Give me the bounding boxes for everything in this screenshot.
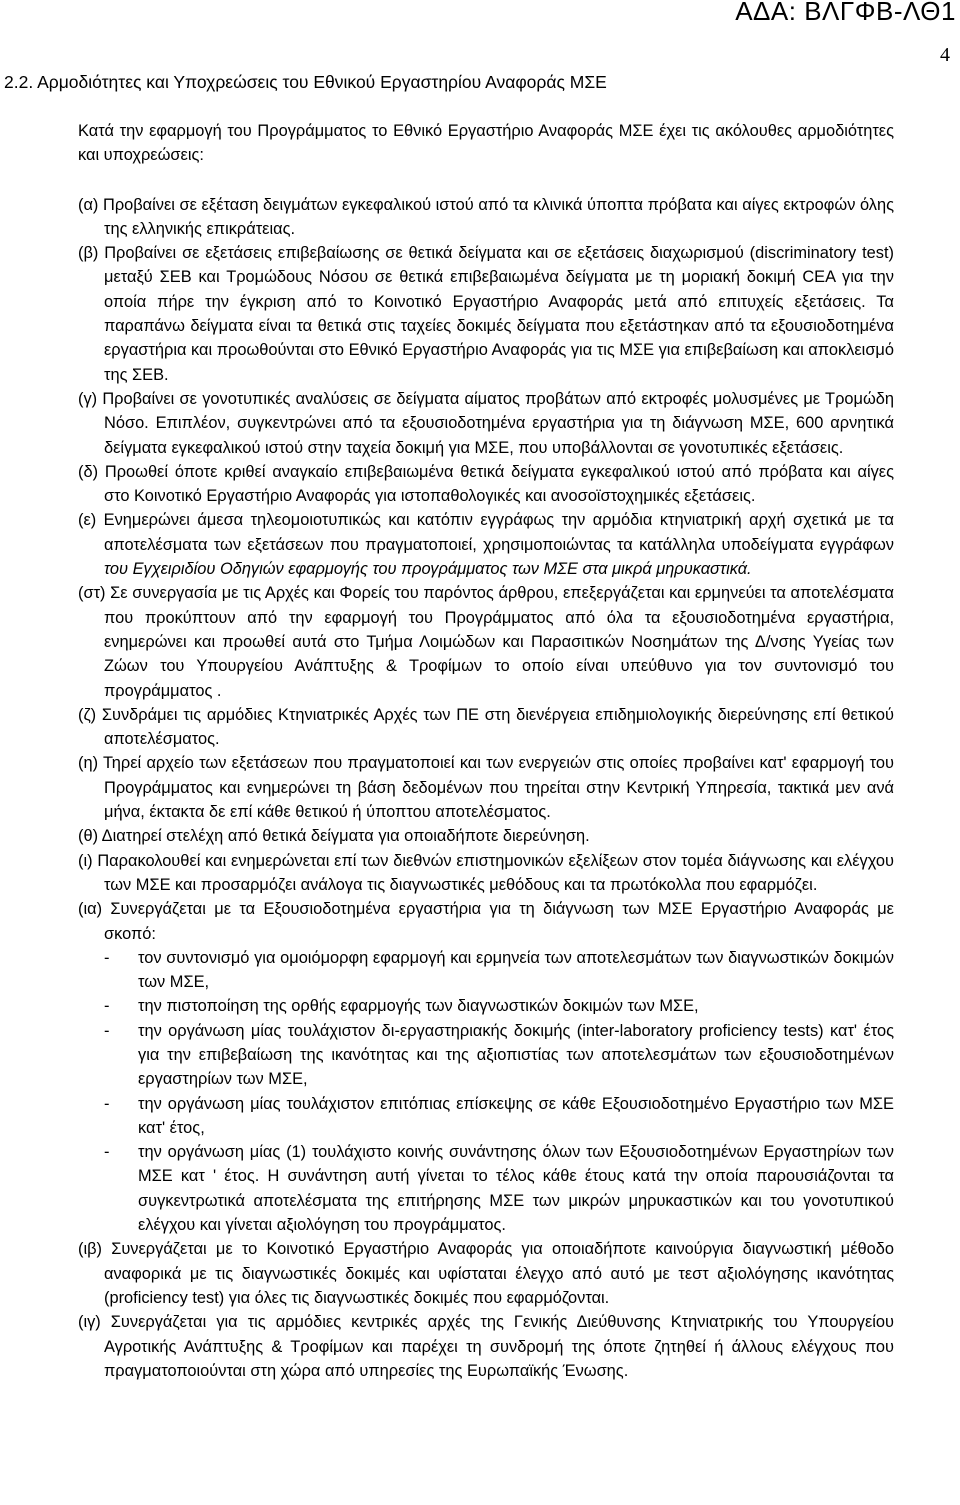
list-item: (α) Προβαίνει σε εξέταση δειγμάτων εγκεφαλικού ιστού από τα κλινικά ύποπτα πρόβατα και αίγες εκτροφών όλης της ελληνικής επικράτειας. — [78, 195, 894, 238]
dash-item: - την πιστοποίηση της ορθής εφαρμογής των διαγνωστικών δοκιμών των ΜΣΕ, — [104, 997, 699, 1016]
list-item: (γ) Προβαίνει σε γονοτυπικές αναλύσεις σε δείγματα αίματος προβάτων από εκτροφές μολυσμένες με Τρομώδη Νόσο. Επιπλέον, συγκεντρώνει από τα εξουσιοδοτημένα εργαστήρια για τη διάγνωση ΜΣΕ, 600 αρνητικά δείγματα εγκεφαλικού ιστού στην ταχεία δοκιμή για ΜΣΕ, που υποβάλλονται σε γονοτυπικές εξετάσεις. — [78, 389, 894, 457]
list-item: (β) Προβαίνει σε εξετάσεις επιβεβαίωσης σε θετικά δείγματα και σε εξετάσεις διαχωρισμού (discriminatory test) μεταξύ ΣΕΒ και Τρομώδους Νόσου σε θετικά επιβεβαιωμένα δείγματα με τη μοριακή δοκιμή CEA για την οποία πήρε την έγκριση από το Κοινοτικό Εργαστήριο Αναφοράς μετά από επιτυχείς εξετάσεις. Τα παραπάνω δείγματα είναι τα θετικά στις ταχείες δοκιμές δείγματα που εξετάστηκαν από τα εξουσιοδοτημένα εργαστήρια και προωθούνται στο Εθνικό Εργαστήριο Αναφοράς για τις ΜΣΕ για επιβεβαίωση και αποκλεισμό της ΣΕΒ. — [78, 244, 894, 384]
list-item: (ιβ) Συνεργάζεται με το Κοινοτικό Εργαστήριο Αναφοράς για οποιαδήποτε καινούργια διαγνωστική μέθοδο αναφορικά με τις διαγνωστικές δοκιμές και υφίσταται έλεγχο από αυτό με τεστ αξιολόγησης ικανότητας (proficiency test) για όλες τις διαγνωστικές δοκιμές που εφαρμόζονται. — [78, 1240, 894, 1307]
list-item: (η) Τηρεί αρχείο των εξετάσεων που πραγματοποιεί και των ενεργειών στις οποίες προβαίνει κατ' εφαρμογή του Προγράμματος και ενημερώνει τη βάση δεδομένων που τηρείται στην Κεντρική Υπηρεσία, τακτικά μεν ανά μήνα, έκτακτα δε επί κάθε θετικού ή ύποπτου αποτελέσματος. — [78, 754, 894, 822]
list-item — [78, 508, 894, 581]
section-title: 2.2. Αρμοδιότητες και Υποχρεώσεις του Εθνικού Εργαστηρίου Αναφοράς ΜΣΕ — [4, 72, 607, 92]
ada-code: ΑΔΑ: ΒΛΓΦΒ-ΛΘ1 — [735, 0, 956, 26]
item-text: (ε) Ενημερώνει άμεσα τηλεομοιοτυπικώς και κατόπιν εγγράφως την αρμόδια κτηνιατρική αρχή σχετικά με τα αποτελέσματα των εξετάσεων που πραγματοποιεί, χρησιμοποιώντας τα κατάλληλα υποδείγματα εγγράφων — [78, 511, 894, 554]
list-item: (ζ) Συνδράμει τις αρμόδιες Κτηνιατρικές Αρχές των ΠΕ στη διενέργεια επιδημιολογικής διερεύνησης επί θετικού αποτελέσματος. — [78, 705, 894, 749]
list-item: (ι) Παρακολουθεί και ενημερώνεται επί των διεθνών επιστημονικών εξελίξεων στον τομέα διάγνωσης και ελέγχου των ΜΣΕ και προσαρμόζει ανάλογα τις διαγνωστικές μεθόδους και τα πρωτόκολλα που εφαρμόζει. — [78, 851, 894, 894]
dash-item: - την οργάνωση μίας (1) τουλάχιστο κοινής συνάντησης όλων των Εξουσιοδοτημένων Εργαστηρίων των ΜΣΕ κατ ' έτος. Η συνάντηση αυτή γίνεται το τέλος κάθε έτους κατά την οποία παρουσιάζονται τα συγκεντρωτικά αποτελέσματα της επιτήρησης ΜΣΕ των μικρών μηρυκαστικών και του γονοτυπικού ελέγχου και γίνεται αξιολόγηση του προγράμματος. — [104, 1143, 894, 1235]
dash-list — [78, 946, 894, 1238]
list-item: (στ) Σε συνεργασία με τις Αρχές και Φορείς του παρόντος άρθρου, επεξεργάζεται και ερμηνεύει τα αποτελέσματα που προκύπτουν από την εφαρμογή του Προγράμματος από όλα τα εξουσιοδοτημένα εργαστήρια, ενημερώνει και προωθεί αυτά στο Τμήμα Λοιμώδων και Παρασιτικών Νοσημάτων της Δ/νσης Υγείας των Ζώων του Υπουργείου Ανάπτυξης & Τροφίμων το οποίο είναι υπεύθυνο για τον συντονισμό του προγράμματος . — [78, 584, 894, 700]
dash-item: - την οργάνωση μίας τουλάχιστον επιτόπιας επίσκεψης σε κάθε Εξουσιοδοτημένο Εργαστήριο των ΜΣΕ κατ' έτος, — [104, 1094, 894, 1137]
dash-item: - την οργάνωση μίας τουλάχιστον δι-εργαστηριακής δοκιμής (inter-laboratory proficiency tests) κατ' έτος για την επιβεβαίωση της ικανότητας και της αξιοπιστίας των αποτελεσμάτων των εξουσιοδοτημένων εργαστηρίων των ΜΣΕ, — [104, 1021, 894, 1089]
list-item: (δ) Προωθεί όποτε κριθεί αναγκαίο επιβεβαιωμένα θετικά δείγματα εγκεφαλικού ιστού από πρόβατα και αίγες στο Κοινοτικό Εργαστήριο Αναφοράς για ιστοπαθολογικές και ανοσοϊστοχημικές εξετάσεις. — [78, 462, 894, 506]
list-item: (ιγ) Συνεργάζεται για τις αρμόδιες κεντρικές αρχές της Γενικής Διεύθυνσης Κτηνιατρικής του Υπουργείου Αγροτικής Ανάπτυξης & Τροφίμων και παρέχει τη συνδρομή της όποτε ζητηθεί ή άλλους ελέγχους που πραγματοποιούνται στη χώρα από υπηρεσίες της Ευρωπαϊκής Ένωσης. — [78, 1313, 894, 1380]
document-body — [78, 119, 894, 1383]
list-item: (ια) Συνεργάζεται με τα Εξουσιοδοτημένα εργαστήρια για τη διάγνωση των ΜΣΕ Εργαστήριο Αναφοράς με σκοπό: — [78, 900, 894, 943]
dash-item: - τον συντονισμό για ομοιόμορφη εφαρμογή και ερμηνεία των αποτελεσμάτων των διαγνωστικών δοκιμών των ΜΣΕ, — [104, 948, 894, 992]
page-number: 4 — [940, 44, 950, 66]
manual-reference: του Εγχειριδίου Οδηγιών εφαρμογής του προγράμματος των ΜΣΕ στα μικρά μηρυκαστικά. — [104, 560, 752, 579]
intro-paragraph: Κατά την εφαρμογή του Προγράμματος το Εθνικό Εργαστήριο Αναφοράς ΜΣΕ έχει τις ακόλουθες αρμοδιότητες και υποχρεώσεις: — [78, 122, 894, 165]
list-item: (θ) Διατηρεί στελέχη από θετικά δείγματα για οποιαδήποτε διερεύνηση. — [78, 827, 590, 846]
